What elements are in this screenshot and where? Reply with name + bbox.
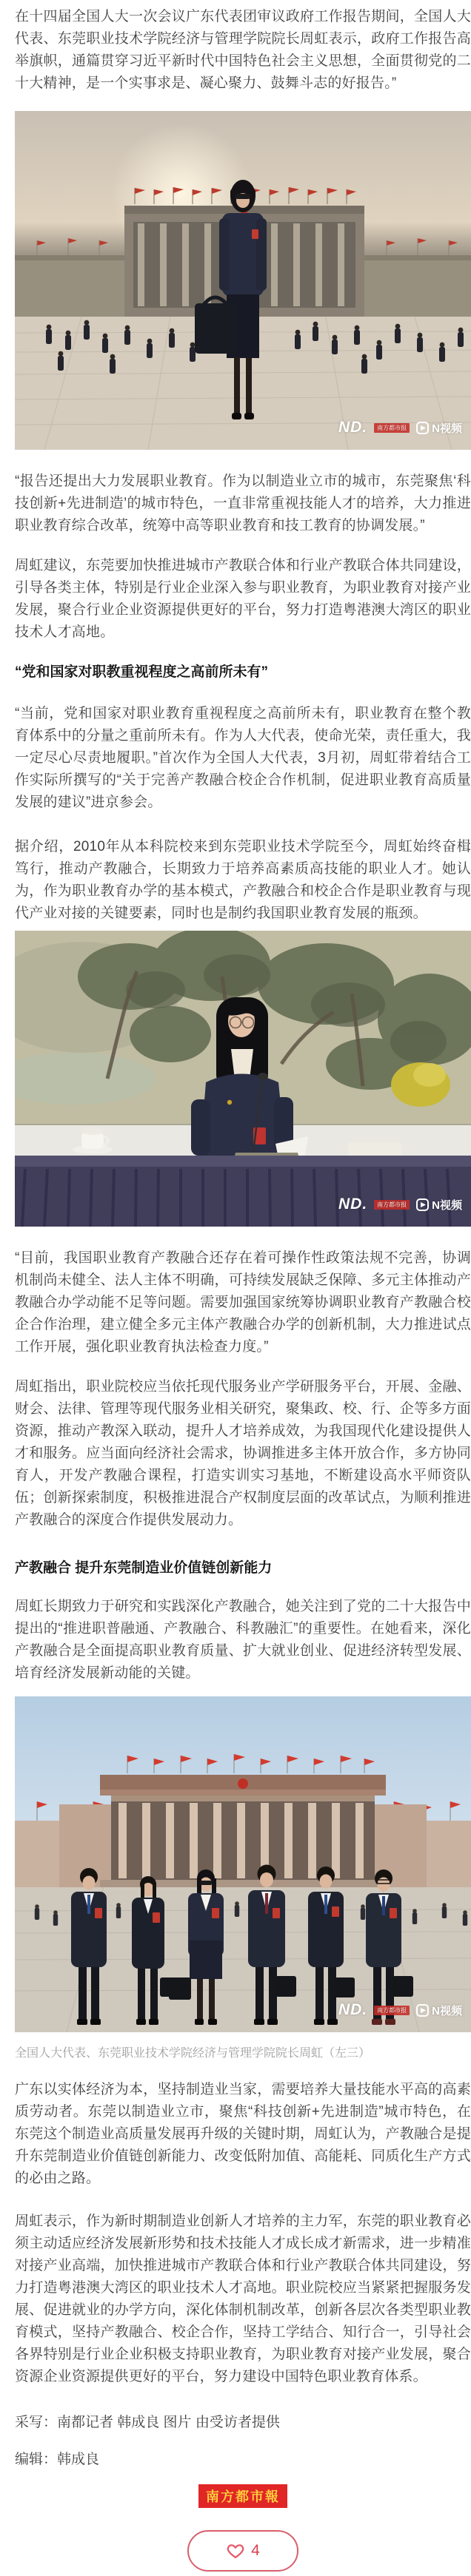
nvideo-play-icon bbox=[416, 422, 429, 434]
byline: 采写：南都记者 韩成良 图片 由受访者提供 bbox=[15, 2415, 280, 2430]
heart-icon bbox=[226, 2541, 245, 2560]
nandu-badge: 南方都市报 bbox=[374, 2006, 410, 2015]
photo-3-illustration bbox=[15, 1696, 471, 2032]
nvideo-play-icon bbox=[416, 2004, 429, 2017]
nvideo-logo bbox=[416, 2003, 462, 2018]
paragraph-7: 周虹指出，职业院校应当依托现代服务业产学研服务平台，开展、金融、财会、法律、管理等现代服务业相关研究，聚集政、校、行、企等多方面资源，推动产教深入联动，提升人才培养成效，为我国现代化建设提供人才和服务。应当面向经济社会需求，协调推进多主体开放合作，多方协同育人，开发产教融合课程，打造实训实习基地，不断建设高水平师资队伍；创新探索制度，积极推进混合产权制度层面的改革试点，为顺利推进产教融合的深度合作提供发展动力。 bbox=[15, 1379, 471, 1528]
nandu-badge: 南方都市报 bbox=[374, 1200, 410, 1210]
photo-meeting-speech[interactable] bbox=[15, 931, 471, 1227]
like-count: 4 bbox=[251, 2542, 260, 2559]
paragraph-8: 周虹长期致力于研究和实践深化产教融合，她关注到了党的二十大报告中提出的“推进职普融通、产教融合、科教融汇”的重要性。在她看来，深化产教融合是全面提高职业教育质量、扩大就业创业、促进经济转型发展、培育经济发展新动能的关键。 bbox=[15, 1599, 471, 1681]
section-heading-2: 产教融合 提升东莞制造业价值链创新能力 bbox=[15, 1560, 273, 1576]
nandu-badge: 南方都市报 bbox=[374, 423, 410, 433]
nvideo-play-icon bbox=[416, 1198, 429, 1211]
photo-watermark bbox=[338, 419, 462, 436]
paragraph-3: 周虹建议，东莞要加快推进城市产教联合体和行业产教联合体共同建设，引导各类主体，特别是行业企业深入参与职业教育，为职业教育对接产业发展，聚合行业企业资源提供更好的平台，努力打造粤港澳大湾区的职业技术人才高地。 bbox=[15, 558, 471, 640]
paragraph-9: 广东以实体经济为本，坚持制造业当家，需要培养大量技能水平高的高素质劳动者。东莞以制造业立市，聚焦“科技创新+先进制造”城市特色，在东莞这个制造业高质量发展再升级的关键时期，周虹认为，产教融合是提升东莞制造业价值链创新能力、改变低附加值、高能耗、同质化生产方式的必由之路。 bbox=[15, 2082, 471, 2186]
paragraph-5: 据介绍，2010年从本科院校来到东莞职业技术学院至今，周虹始终奋楫笃行，推动产教融合，长期致力于培养高素质高技能的职业人才。她认为，作为职业教育办学的基本模式，产教融合和校企合作是职业教育与现代产业对接的关键要素，同时也是制约我国职业教育发展的瓶颈。 bbox=[15, 839, 471, 921]
nvideo-label: N视频 bbox=[432, 2004, 462, 2017]
photo-great-hall-dusk[interactable] bbox=[15, 111, 471, 450]
nandu-logo: ND. bbox=[338, 1196, 368, 1213]
photo-caption: 全国人大代表、东莞职业技术学院经济与管理学院院长周虹（左三） bbox=[15, 2047, 371, 2060]
paragraph-4: “当前，党和国家对职业教育重视程度之高前所未有，职业教育在整个教育体系中的分量之重前所未有。作为人大代表，使命光荣，责任重大，我一定尽心尽责地履职。”首次作为全国人大代表，3月初，周虹带着结合工作实际所撰写的“关于完善产教融合校企合作机制，促进职业教育高质量发展的建议”进京参会。 bbox=[15, 706, 471, 810]
photo-watermark bbox=[338, 2001, 462, 2019]
nanfang-metropolis-daily-logo: 南方都市報 bbox=[198, 2484, 287, 2508]
paragraph-2: “报告还提出大力发展职业教育。作为以制造业立市的城市，东莞聚焦‘科技创新+先进制造’的城市特色，一直非常重视技能人才的培养，大力推进职业教育综合改革，统筹中高等职业教育和技工教育的协调发展。” bbox=[15, 473, 471, 533]
photo-delegation-group[interactable] bbox=[15, 1696, 471, 2032]
paragraph-10: 周虹表示，作为新时期制造业创新人才培养的主力军，东莞的职业教育必须主动适应经济发展新形势和技术技能人才成长成才新需求，进一步精准对接产业高端，加快推进城市产教联合体和行业产教联合体共同建设，努力打造粤港澳大湾区的职业技术人才高地。职业院校应当紧紧把握服务发展、促进就业的办学方向，深化体制机制改革，创新各层次各类型职业教育模式，坚持产教融合、校企合作，坚持工学结合、知行合一，引导社会各界特别是行业企业积极支持职业教育，为职业教育对接产业发展，聚合资源企业资源提供更好的平台，努力建设中国特色职业教育体系。 bbox=[15, 2213, 471, 2384]
photo-2-illustration bbox=[15, 931, 471, 1227]
nvideo-logo bbox=[416, 1197, 462, 1213]
like-button[interactable] bbox=[187, 2530, 298, 2572]
nvideo-logo bbox=[416, 420, 462, 436]
editor-line: 编辑：韩成良 bbox=[15, 2452, 100, 2467]
photo-1-illustration bbox=[15, 111, 471, 450]
paragraph-6: “目前，我国职业教育产教融合还存在着可操作性政策法规不完善，协调机制尚未健全、法人主体不明确，可持续发展缺乏保障、多元主体推动产教融合办学动能不足等问题。需要加强国家统筹协调职业教育产教融合校企合作治理，建立健全多元主体产教融合办学的创新机制，大力推进试点工作开展，强化职业教育执法检查力度。” bbox=[15, 1250, 471, 1355]
paragraph-1: 在十四届全国人大一次会议广东代表团审议政府工作报告期间，全国人大代表、东莞职业技术学院经济与管理学院院长周虹表示，政府工作报告高举旗帜，通篇贯穿习近平新时代中国特色社会主义思想，全面贯彻党的二十大精神，是一个实事求是、凝心聚力、鼓舞斗志的好报告。” bbox=[15, 9, 471, 91]
nandu-logo: ND. bbox=[338, 419, 368, 436]
photo-watermark bbox=[338, 1196, 462, 1213]
section-heading-1: “党和国家对职教重视程度之高前所未有” bbox=[15, 664, 269, 680]
nvideo-label: N视频 bbox=[432, 422, 462, 435]
nandu-logo: ND. bbox=[338, 2001, 368, 2018]
nvideo-label: N视频 bbox=[432, 1198, 462, 1212]
